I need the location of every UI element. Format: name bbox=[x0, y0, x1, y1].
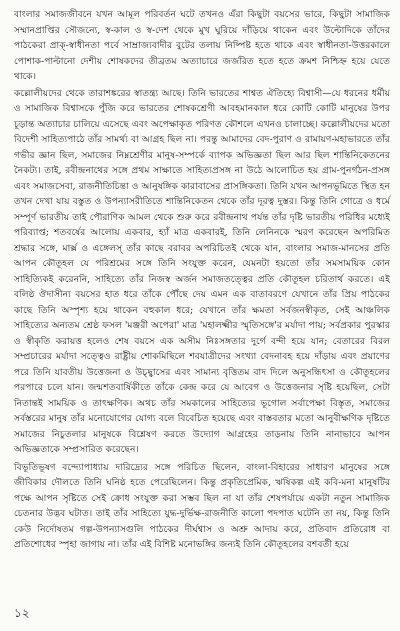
page-number: ১২ bbox=[14, 606, 30, 620]
paragraph-2: কল্লোলীয়দের থেকে তারাশঙ্করের স্বাতন্ত্র্য আছে। তিনি ভারতের শাশ্বত ঐতিহ্যে বিশ্বাসী—যে ধরনের ধর্মীয় ও সামাজিক বিশ্বাসকে পুঁজি করে ভারতের শোষকশ্রেণী আবহমানকাল ধরে কোটি কোটি মানুষের উপর চূড়ান্ত অত্যাচার চালিয়ে এসেছে এবং অপেক্ষাকৃত পরিণত কৌশলে এখনও চালাচ্ছে। কল্লোলীয়দের মতো বিদেশী সাহিত্যপাঠে তাঁর সামর্থ্য বা আগ্রহ ছিল না। পরন্তু আমাদের বেদ-পুরাণ ও রামায়ণ-মহাভারতে তাঁর গভীর জ্ঞান ছিল, সমাজের নিম্নশ্রেণীর মানুষ-সম্পর্কে ব্যাপক অভিজ্ঞতা ছিল আর ছিল শান্তিনিকেতনের নৈকট্য। তাই, রবীন্দ্রনাথের সঙ্গে প্রথম সাক্ষাতে সাহিত্যপ্রসঙ্গ না উঠে আলোচিত হয় গ্রাম-পুনর্গঠন-প্রসঙ্গ এবং সমাজসেবা, রাজনীতিচিন্তা ও আনুষঙ্গিক কারাবাসের প্রাসঙ্গিকতা। তিনি যখন আপনভূমিতে স্থিত হন তখন দেখা যায় বস্তুত ও উপন্যাসরীতিতে শান্তিনিকেতন থেকে তাঁর দূরত্ব দুস্তর। কিন্তু তিনি গোত্রে ও ধর্মে সম্পূর্ণ ভারতীয় তাই পৌরাণিক আমল থেকে শুরু করে রবীন্দ্রনাথ পর্যন্ত তাঁর দৃষ্টি ভারতীয় পরিধির মধ্যেই পরিব্যাপ্ত; শতবর্ষের আলোয় একবার, হ্যাঁ মাত্র একবারই, তিনি লেনিনকে স্মরণ করেছেন অপরিমিত শ্রদ্ধার সঙ্গে, মার্ক্স ও এঙ্গেলস্ তাঁর কাছে বরাবর অপরিচিতই থেকে যান, বাংলার সমাজ-মানসের প্রতি আপন কৌতূহল যে পরিশ্রমের সঙ্গে তিনি সংযুক্ত করেন, যেমনটা হয়তো তাঁর সমসাময়িক কোন সাহিত্যিকই করেননি, সাহিত্যে তাঁর নিজস্ব অর্জন সমাজতত্ত্বের প্রতি কৌতূহল চরিতার্থ করতে। এই বলিষ্ঠ ঔদাসীন্য বয়সের হাত ধরে তাঁকে পৌঁছে দেয় এমন এক বাতাবরণে যেখানে তাঁর প্রিয় পাঠকের কাছে তিনি অস্পৃশ্য হয়ে থাকেন বহুকাল ধরে; যেখানে তাঁর ক্ষমতা সর্বজনস্বীকৃত, সেই আঞ্চলিক সাহিত্যের অন্যতম শ্রেষ্ঠ ফসল 'মঞ্জরী অপেরা' মাত্র 'মহালক্ষ্মীর স্মৃতিসঙ্গে'র মর্যাদা পায়; সর্বপ্রকার পুরস্কার ও স্বীকৃতি করায়ত্ত হলেও শেষ বয়সে এক অসীম নিঃসঙ্গতার দুর্গে বন্দী হয়ে যান; বেতারের বিরল সম্প্রচারের মর্যাদা সত্ত্বেও রাষ্ট্রীয় শোকমিছিলে শবযাত্রীদের সংখ্যা বেদনাবহ হয়ে দাঁড়ায় এবং প্রয়াণের পরে তিনি যাবতীয় উত্তেজনা ও উচ্ছ্বাসের এবং সামান্য বৃত্তিতম বাদ দিলে অনুসন্ধিৎসা ও কৌতূহলের পরপারে চলে যান। জন্মশতবার্ষিকীতে তাঁকে কেন্দ্র করে যে আবেগ ও উত্তেজনার সৃষ্টি হয়েছিল, সেটা নিতান্তই সাময়িক ও তাৎক্ষণিক। অথচ তাঁর সমকালের সাহিত্যের ভূগোল সর্বাপেক্ষা বিস্তৃত, সমাজের সর্বস্তরের মানুষ তাঁর মনোযোগের যোগ্য বলে বিবেচিত হয়েছে এবং বাস্তবতার মতো আনুবীক্ষণিক দৃষ্টিতে সমাজের নিচুতলার মানুষকে বিশ্লেষণ করতে উদ্যোগ আগ্রহের তাড়নায় তিনি নানাভাবে আপন অভিজ্ঞতাকে সম্প্রসারিত করেছেন। bbox=[14, 87, 390, 455]
paragraph-1: বাংলার সমাজজীবনে যখন আমূল পরিবর্তন ঘটে তখনও এঁরা কিছুটা বয়সের ভারে, কিছুটা সামাজিক সম্মানপ্রাপ্তির সৌজন্যে, স্ব-কাল ও স্ব-দেশ থেকে মুখ ঘুরিয়ে দাঁড়িয়ে থাকেন এবং উল্টোদিকে তাঁদের পাঠকেরা প্রাক্-স্বাধীনতা পর্বে সাম্রাজ্যবাদীর বুটের তলায় নিষ্পিষ্ট হতে থাকে এবং স্বাধীনতা-উত্তরকালে পোশাক-পাল্টানো দেশীয় শোষকদের তীব্রতম অত্যাচারে জর্জরিত হতে হতে ক্রমশ নিশ্চিহ্ন হয়ে যেতে থাকে। bbox=[14, 9, 390, 82]
paragraph-3: বিভূতিভূষণ বন্দ্যোপাধ্যায় দারিদ্র্যের সঙ্গে পরিচিত ছিলেন, বাংলা-বিহারের সাধারণ মানুষের সঙ্গে জীবিকার দৌলতে তিনি ঘনিষ্ঠ হতে পেরেছিলেন। কিন্তু প্রকৃতিপ্রেমিক, ঋষিকল্প এই কবি-মনা মানুষটির পক্ষে আপন সৃষ্টিতে সেই ক্রোধ সংযুক্ত করা সম্ভব ছিল না যা তাঁর শেষপর্যায়ে একটা নতুন সামাজিক চেতনার উদ্ভব ঘটাত। তাই তাঁর সাহিত্যে যুদ্ধ-দুর্ভিক্ষ-রাজনীতি কালো পদপাত ঘটেনি তা নয়, কিন্তু তিনি কেউ নির্দোষতম গল্প-উপন্যাসগুলি পাঠকের দীর্ঘশ্বাস ও অশ্রু আদায় করে, প্রতিবাদ প্রতিরোধ বা প্রতিশোধের স্পৃহা জাগায় না। তাঁর এই বিশিষ্ট মনোভঙ্গির জন্যই তিনি কৌতূহলের বশবর্তী হয়ে bbox=[14, 461, 390, 550]
